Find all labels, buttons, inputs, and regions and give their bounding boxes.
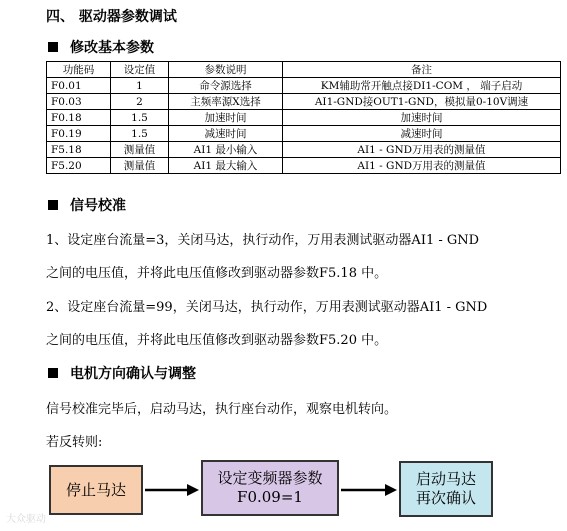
table-cell: F5.18 xyxy=(47,142,111,158)
flow-box-restart-confirm: 启动马达 再次确认 xyxy=(399,461,493,517)
table-cell: F0.19 xyxy=(47,126,111,142)
table-cell: KM辅助常开触点接DI1-COM ， 端子启动 xyxy=(283,78,561,94)
subheading-motor-direction: 电机方向确认与调整 xyxy=(48,363,196,383)
table-cell: F5.20 xyxy=(47,158,111,174)
table-cell: 减速时间 xyxy=(169,126,283,142)
table-cell: 加速时间 xyxy=(283,110,561,126)
table-cell: 主频率源X选择 xyxy=(169,94,283,110)
table-cell: 1 xyxy=(111,78,169,94)
table-row xyxy=(47,94,561,110)
paragraph-step2-line2: 之间的电压值，并将此电压值修改到驱动器参数F5.20 中。 xyxy=(46,333,388,348)
table-cell: AI1-GND接OUT1-GND，模拟量0-10V调速 xyxy=(283,94,561,110)
flow-box-set-parameter: 设定变频器参数 F0.09=1 xyxy=(201,460,339,516)
table-cell: F0.03 xyxy=(47,94,111,110)
table-header-cell: 功能码 xyxy=(47,62,111,78)
table-cell: AI1 - GND万用表的测量值 xyxy=(283,142,561,158)
section-title: 四、 驱动器参数调试 xyxy=(46,9,177,25)
table-cell: 测量值 xyxy=(111,142,169,158)
paragraph-if-reverse: 若反转则: xyxy=(46,435,103,450)
table-row xyxy=(47,142,561,158)
flow-box-stop-motor: 停止马达 xyxy=(49,465,143,515)
subheading-modify-params: 修改基本参数 xyxy=(48,37,154,57)
params-table xyxy=(46,61,561,174)
arrow-right-icon xyxy=(339,481,399,499)
table-cell: 1.5 xyxy=(111,110,169,126)
table-row xyxy=(47,158,561,174)
table-cell: 2 xyxy=(111,94,169,110)
arrow-right-icon xyxy=(143,481,201,499)
table-cell: F0.18 xyxy=(47,110,111,126)
paragraph-step1-line2: 之间的电压值，并将此电压值修改到驱动器参数F5.18 中。 xyxy=(46,266,388,281)
subheading-signal-calibration: 信号校准 xyxy=(48,195,126,215)
table-header-cell: 设定值 xyxy=(111,62,169,78)
table-cell: AI1 最大输入 xyxy=(169,158,283,174)
table-cell: 命令源选择 xyxy=(169,78,283,94)
table-row xyxy=(47,78,561,94)
paragraph-after-calibration: 信号校准完毕后，启动马达，执行座台动作，观察电机转向。 xyxy=(46,402,398,417)
paragraph-step2-line1: 2、设定座台流量=99，关闭马达，执行动作，万用表测试驱动器AI1 - GND xyxy=(46,300,488,315)
table-cell: F0.01 xyxy=(47,78,111,94)
table-header-cell: 参数说明 xyxy=(169,62,283,78)
table-header-cell: 备注 xyxy=(283,62,561,78)
bullet-icon xyxy=(48,200,58,210)
table-header-row xyxy=(47,62,561,78)
table-cell: 1.5 xyxy=(111,126,169,142)
table-row xyxy=(47,126,561,142)
bullet-icon xyxy=(48,368,58,378)
table-cell: 加速时间 xyxy=(169,110,283,126)
bullet-icon xyxy=(48,42,58,52)
table-cell: 测量值 xyxy=(111,158,169,174)
paragraph-step1-line1: 1、设定座台流量=3，关闭马达，执行动作，万用表测试驱动器AI1 - GND xyxy=(46,233,480,248)
table-cell: AI1 最小输入 xyxy=(169,142,283,158)
table-row xyxy=(47,110,561,126)
watermark: 大众驱动 xyxy=(6,514,46,525)
table-cell: 减速时间 xyxy=(283,126,561,142)
table-cell: AI1 - GND万用表的测量值 xyxy=(283,158,561,174)
